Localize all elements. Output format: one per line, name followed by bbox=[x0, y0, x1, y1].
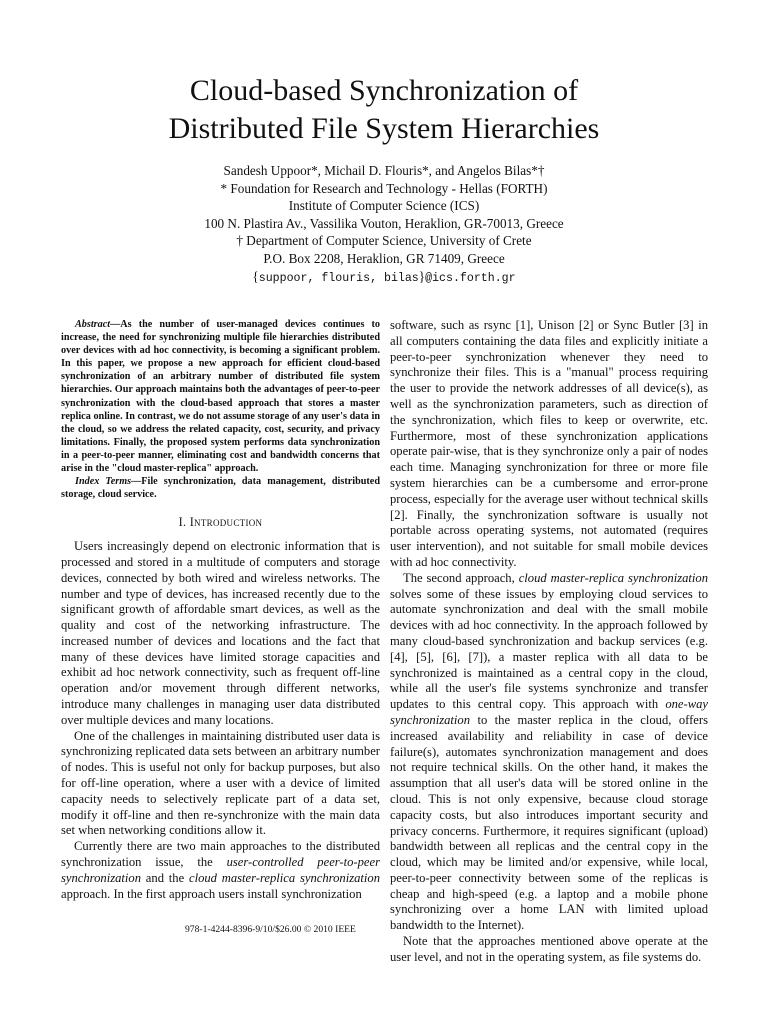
p3-emphasis-1: user-controlled peer-to-peer synchronization bbox=[61, 855, 380, 885]
p3-emphasis-2: cloud master-replica synchronization bbox=[188, 870, 380, 885]
email-names: suppoor, flouris, bilas bbox=[258, 271, 419, 285]
affiliation-uoc: † Department of Computer Science, University of Crete bbox=[236, 233, 532, 249]
email-open-brace: { bbox=[252, 268, 259, 284]
r2-text-b: solves some of these issues by employing cloud services to automate synchronization and deal with the small mobile devices with ad hoc connectivity. In the approach followed by many cloud-based synchronization and backup services (e.g. [4], [5], [6], [7]), a master replica with all data to be synchronized is maintained as a central copy in the cloud, while all the user's file systems synchronize and transfer updates to this central copy. This approach with bbox=[390, 586, 708, 712]
abstract-label: Abstract bbox=[75, 319, 111, 330]
section-number: I. bbox=[178, 515, 187, 530]
affiliation-ics: Institute of Computer Science (ICS) bbox=[288, 198, 480, 214]
p3-text-b: and the bbox=[141, 870, 189, 885]
abstract bbox=[61, 318, 380, 501]
r2-text-a: The second approach, bbox=[403, 570, 519, 585]
intro-paragraph-2: One of the challenges in maintaining distributed user data is synchronizing replicated data sets between an arbitrary number of nodes. This is useful not only for backup purposes, but also for off-line operation, where a user with a device of limited capacity needs to selectively replicate part of a data set, modify it off-line and then re-synchronize with the main data set when networking conditions allow it. bbox=[61, 728, 380, 838]
affiliation-address: 100 N. Plastira Av., Vassilika Vouton, Heraklion, GR-70013, Greece bbox=[204, 215, 564, 231]
index-terms-text: —File synchronization, data management, distributed storage, cloud service. bbox=[61, 476, 380, 501]
section-title: Introduction bbox=[189, 515, 263, 530]
r2-emphasis-1: cloud master-replica synchronization bbox=[518, 570, 708, 585]
right-paragraph-3: Note that the approaches mentioned above operate at the user level, and not in the operating system, as file systems do. bbox=[390, 934, 708, 964]
index-terms bbox=[61, 475, 380, 501]
right-column bbox=[390, 318, 708, 966]
intro-paragraph-1: Users increasingly depend on electronic information that is processed and stored in a multitude of computers and storage devices, connected by both wired and wireless networks. The number and type of devices, has increased recently due to the significant growth of affordable smart devices, as well as the quality and cost of the networking infrastructure. The increased number of devices and locations and the fact that many of these devices have limited storage capacities and exhibit ad hoc network connectivity, such as frequent off-line operation and/or movement through different networks, introduce many challenges in managing user data distributed over multiple devices and many locations. bbox=[61, 539, 380, 727]
right-paragraph-2 bbox=[390, 571, 708, 934]
paper-title bbox=[0, 72, 768, 148]
affiliation-forth: * Foundation for Research and Technology - Hellas (FORTH) bbox=[220, 180, 548, 196]
intro-paragraph-3 bbox=[61, 839, 380, 902]
left-column bbox=[61, 318, 380, 902]
index-terms-label: Index Terms bbox=[75, 476, 132, 488]
email-domain: @ics.forth.gr bbox=[425, 271, 516, 285]
author-names: Sandesh Uppoor*, Michail D. Flouris*, and Angelos Bilas*† bbox=[223, 163, 545, 178]
author-block bbox=[0, 162, 768, 287]
abstract-paragraph bbox=[61, 318, 380, 475]
p3-text-a: Currently there are two main approaches to the distributed synchronization issue, the bbox=[61, 839, 380, 870]
section-heading-introduction bbox=[61, 515, 380, 531]
r2-text-c: to the master replica in the cloud, offers increased availability and reliability in case of device failure(s), automates synchronization management and does not require technical skills. On the other hand, it makes the assumption that all user's data will be stored online in the cloud. This is not only expensive, because cloud storage capacity costs, but also introduces important security and privacy concerns. Furthermore, it requires significant (upload) bandwidth between all replicas and the central copy in the cloud, which may be limited and/or expensive, while local, peer-to-peer connectivity between some of the replicas is cheap and high-speed (e.g. a laptop and a mobile phone synchronizing over a home LAN with limited upload bandwidth to the Internet). bbox=[390, 712, 708, 933]
title-line-1: Cloud-based Synchronization of bbox=[189, 74, 579, 107]
author-emails bbox=[0, 268, 768, 288]
abstract-text: —As the number of user-managed devices continues to increase, the need for synchronizing multiple file hierarchies distributed over devices with ad hoc connectivity, is becoming a significant problem. In this paper, we propose a new approach for efficient cloud-based synchronization of an arbitrary number of distributed file system hierarchies. Our approach maintains both the advantages of peer-to-peer synchronization with the cloud-based approach that stores a master replica online. In contrast, we do not assume storage of any user's data in the cloud, so we address the related capacity, cost, security, and privacy limitations. Finally, the proposed system performs data synchronization in a peer-to-peer manner, eliminating cost and bandwidth concerns that arise in the "cloud master-replica" approach. bbox=[61, 319, 380, 475]
right-paragraph-1: software, such as rsync [1], Unison [2] or Sync Butler [3] in all computers containing the data files and explicitly initiate a peer-to-peer synchronization whenever they need to synchronize their files. This is a "manual" process requiring the user to provide the network addresses of all device(s), as well as the synchronization parameters, such as direction of the synchronization, which files to keep or overwrite, etc. Furthermore, most of these synchronization applications operate pair-wise, that is they synchronize only a pair of nodes each time. Managing synchronization for three or more file system hierarchies can be a cumbersome and error-prone process, especially for the average user without technical skills [2]. Finally, the synchronization software is usually not portable across operating systems, not automated (requires user intervention), and not suitable for small mobile devices with ad hoc connectivity. bbox=[390, 318, 708, 569]
copyright-footer: 978-1-4244-8396-9/10/$26.00 © 2010 IEEE bbox=[185, 924, 356, 935]
r2-emphasis-2: one-way synchronization bbox=[390, 697, 708, 727]
p3-text-c: approach. In the first approach users install synchronization bbox=[61, 886, 362, 901]
title-line-2: Distributed File System Hierarchies bbox=[168, 112, 600, 145]
affiliation-uoc-address: P.O. Box 2208, Heraklion, GR 71409, Greece bbox=[263, 250, 505, 266]
email-close-brace: } bbox=[418, 268, 426, 284]
